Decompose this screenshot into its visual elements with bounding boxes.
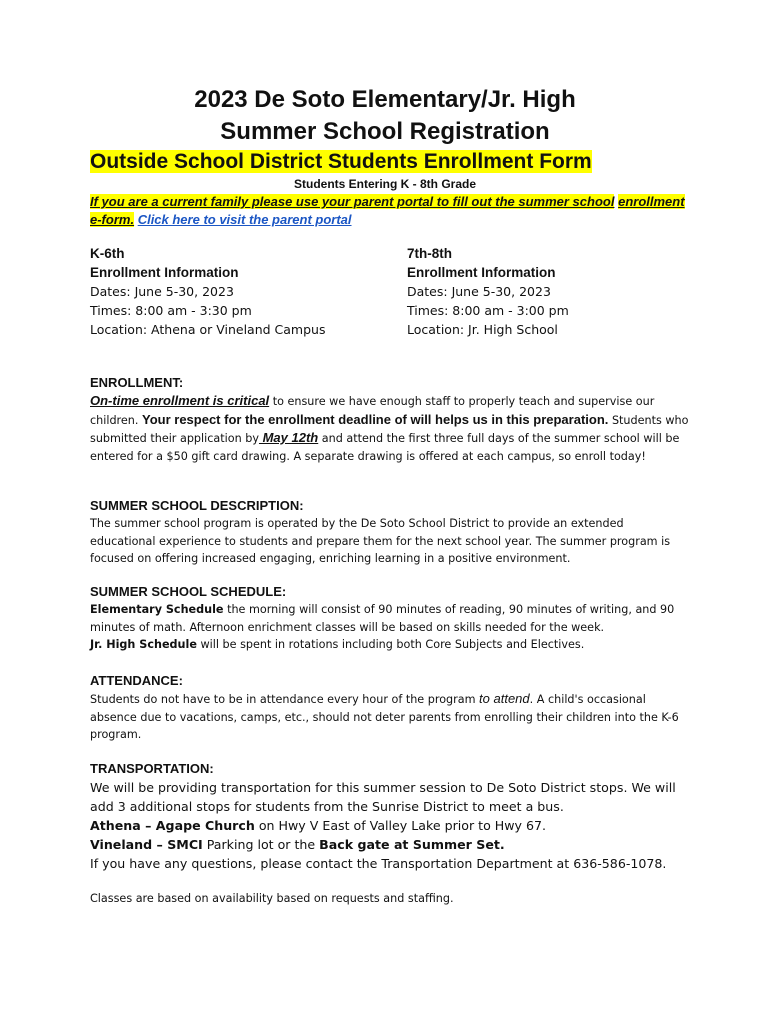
jr-high-schedule-text: will be spent in rotations including both Core Subjects and Electives. bbox=[196, 638, 585, 651]
k6-grade: K-6th bbox=[90, 246, 125, 261]
transportation-contact: If you have any questions, please contact the Transportation Department at 636-586-1078. bbox=[90, 856, 667, 871]
k6-times: Times: 8:00 am - 3:30 pm bbox=[90, 303, 252, 318]
transportation-vineland bbox=[90, 835, 690, 854]
transportation-athena bbox=[90, 816, 690, 835]
enrollment-text-1: to ensure we have enough staff to properly teach and supervise our children. bbox=[90, 395, 655, 427]
transportation-intro: We will be providing transportation for this summer session to De Soto District stops. We will add 3 additional stops for students from the Sunrise District to meet a bus. bbox=[90, 780, 676, 814]
enrollment-text-2: Students who submitted their application by bbox=[90, 413, 689, 445]
schedule-heading: SUMMER SCHOOL SCHEDULE: bbox=[90, 584, 287, 599]
portal-notice bbox=[90, 193, 690, 229]
description-section bbox=[90, 497, 690, 568]
jh-location: Location: Jr. High School bbox=[407, 322, 558, 337]
description-body: The summer school program is operated by the De Soto School District to provide an extended educational experience to students and prepare them for the next school year. The summer program is focused on offering increased engaging, enriching learning in a positive environment. bbox=[90, 517, 671, 565]
attendance-text-1: Students do not have to be in attendance every hour of the program bbox=[90, 693, 480, 706]
enrollment-section bbox=[90, 374, 690, 465]
k6-location: Location: Athena or Vineland Campus bbox=[90, 322, 326, 337]
description-heading: SUMMER SCHOOL DESCRIPTION: bbox=[90, 498, 304, 513]
jr-high-schedule-label: Jr. High Schedule bbox=[90, 638, 197, 651]
enrollment-body bbox=[90, 392, 690, 465]
vineland-back-gate: Back gate at Summer Set. bbox=[319, 837, 505, 852]
classes-note-section bbox=[90, 890, 690, 908]
jh-grade: 7th-8th bbox=[407, 246, 452, 261]
attendance-body bbox=[90, 690, 690, 744]
page-title-line1: 2023 De Soto Elementary/Jr. High bbox=[194, 86, 576, 113]
enrollment-critical: On-time enrollment is critical bbox=[90, 393, 270, 408]
elementary-schedule-label: Elementary Schedule bbox=[90, 603, 224, 616]
transportation-section bbox=[90, 760, 690, 873]
attendance-section bbox=[90, 672, 690, 744]
attendance-heading: ATTENDANCE: bbox=[90, 673, 183, 688]
jh-heading: Enrollment Information bbox=[407, 265, 556, 280]
attendance-emphasis: to attend bbox=[479, 691, 530, 706]
schedule-jr-high bbox=[90, 636, 690, 654]
enrollment-respect: Your respect for the enrollment deadline of will helps us in this preparation. bbox=[142, 411, 609, 427]
vineland-stop-text: Parking lot or the bbox=[202, 837, 320, 852]
vineland-stop-label: Vineland – SMCI bbox=[90, 837, 203, 852]
schedule-elementary bbox=[90, 601, 690, 636]
classes-note: Classes are based on availability based on requests and staffing. bbox=[90, 892, 454, 905]
portal-notice-text-2: enrollment e-form. bbox=[90, 194, 685, 227]
elementary-schedule-text: the morning will consist of 90 minutes of reading, 90 minutes of writing, and 90 minutes of math. Afternoon enrichment classes will be based on skills needed for the week. bbox=[90, 603, 675, 634]
transportation-heading: TRANSPORTATION: bbox=[90, 761, 214, 776]
enrollment-heading: ENROLLMENT: bbox=[90, 375, 184, 390]
parent-portal-link[interactable]: Click here to visit the parent portal bbox=[137, 212, 352, 227]
k6-dates: Dates: June 5-30, 2023 bbox=[90, 284, 234, 299]
portal-notice-text-1: If you are a current family please use your parent portal to fill out the summer school bbox=[90, 194, 615, 209]
jh-enrollment-info bbox=[407, 244, 569, 339]
form-title bbox=[90, 148, 592, 176]
athena-stop-label: Athena – Agape Church bbox=[90, 818, 255, 833]
page-title-line2: Summer School Registration bbox=[220, 118, 550, 145]
schedule-section bbox=[90, 583, 690, 654]
enrollment-text-3: and attend the first three full days of the summer school will be entered for a $50 gift card drawing. A separate drawing is offered at each campus, so enroll today! bbox=[90, 432, 680, 463]
k6-enrollment-info bbox=[90, 244, 325, 339]
grade-subtitle: Students Entering K - 8th Grade bbox=[293, 177, 476, 191]
attendance-text-2: . A child's occasional absence due to vacations, camps, etc., should not deter parents from enrolling their children into the K-6 program. bbox=[90, 693, 679, 741]
athena-stop-text: on Hwy V East of Valley Lake prior to Hwy 67. bbox=[254, 818, 547, 833]
jh-times: Times: 8:00 am - 3:00 pm bbox=[407, 303, 569, 318]
form-title-text: Outside School District Students Enrollment Form bbox=[90, 150, 592, 173]
jh-dates: Dates: June 5-30, 2023 bbox=[407, 284, 551, 299]
k6-heading: Enrollment Information bbox=[90, 265, 239, 280]
enrollment-deadline: May 12th bbox=[258, 430, 319, 445]
